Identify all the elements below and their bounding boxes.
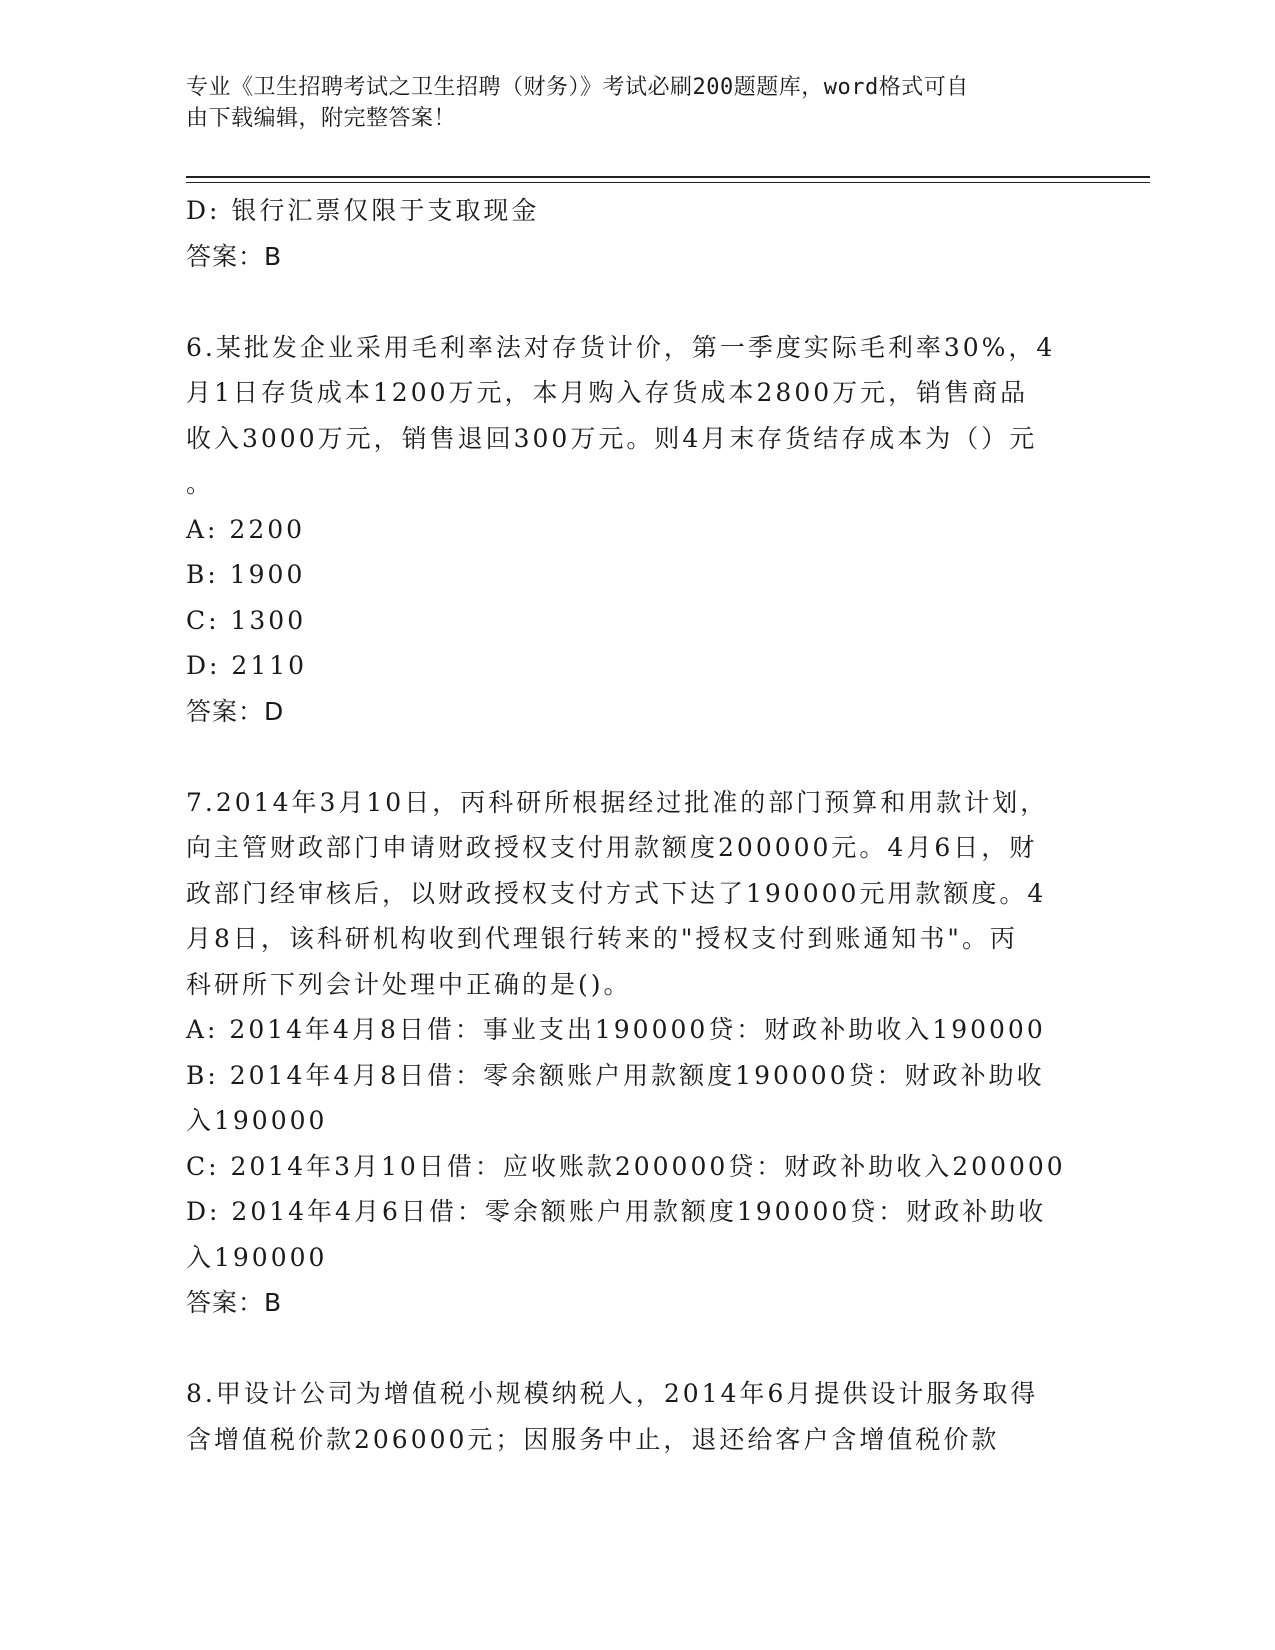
question-text-line: 7.2014年3月10日，丙科研所根据经过批准的部门预算和用款计划， [186, 787, 1049, 817]
option-c: C: 2014年3月10日借：应收账款200000贷：财政补助收入200000 [186, 1151, 1066, 1181]
option-a: A: 2014年4月8日借：事业支出190000贷：财政补助收入190000 [186, 1015, 1046, 1044]
question-6 [186, 325, 1066, 735]
header-divider-thick [186, 176, 1150, 178]
header-divider-thin [186, 182, 1150, 183]
page-header [186, 72, 1066, 134]
question-text-line: 科研所下列会计处理中正确的是()。 [186, 969, 632, 999]
option-d: D: 银行汇票仅限于支取现金 [186, 196, 540, 225]
header-line: 专业《卫生招聘考试之卫生招聘（财务）》考试必刷200题题库，word格式可自 [186, 75, 969, 100]
answer-line: 答案：D [186, 696, 285, 726]
answer-line: 答案：B [186, 241, 283, 271]
option-d: D: 2014年4月6日借：零余额账户用款额度190000贷：财政补助收 [186, 1197, 1047, 1226]
option-c: C: 1300 [186, 605, 307, 635]
option-b-continued: 入190000 [186, 1106, 328, 1135]
question-text-line: 收入3000万元，销售退回300万元。则4月末存货结存成本为（）元 [186, 423, 1038, 453]
question-7 [186, 780, 1066, 1326]
question-text-line: 月8日，该科研机构收到代理银行转来的"授权支付到账通知书"。丙 [186, 924, 1018, 953]
question-text-line: 政部门经审核后，以财政授权支付方式下达了190000元用款额度。4 [186, 878, 1047, 908]
header-line: 由下载编辑，附完整答案！ [186, 106, 457, 131]
question-8 [186, 1371, 1066, 1462]
option-d-continued: 入190000 [186, 1242, 328, 1272]
question-text-line: 6.某批发企业采用毛利率法对存货计价，第一季度实际毛利率30%，4 [186, 332, 1056, 362]
question-5 [186, 188, 1066, 279]
question-text-line: 。 [186, 469, 215, 498]
option-b: B: 1900 [186, 560, 306, 589]
answer-line: 答案：B [186, 1288, 283, 1317]
document-body [186, 188, 1066, 1462]
option-b: B: 2014年4月8日借：零余额账户用款额度190000贷：财政补助收 [186, 1060, 1045, 1090]
question-text-line: 月1日存货成本1200万元，本月购入存货成本2800万元，销售商品 [186, 378, 1029, 407]
question-text-line: 向主管财政部门申请财政授权支付用款额度200000元。4月6日，财 [186, 833, 1038, 862]
option-d: D: 2110 [186, 651, 308, 680]
question-text-line: 8.甲设计公司为增值税小规模纳税人，2014年6月提供设计服务取得 [186, 1379, 1039, 1408]
option-a: A: 2200 [186, 514, 306, 544]
question-text-line: 含增值税价款206000元；因服务中止，退还给客户含增值税价款 [186, 1424, 1000, 1454]
